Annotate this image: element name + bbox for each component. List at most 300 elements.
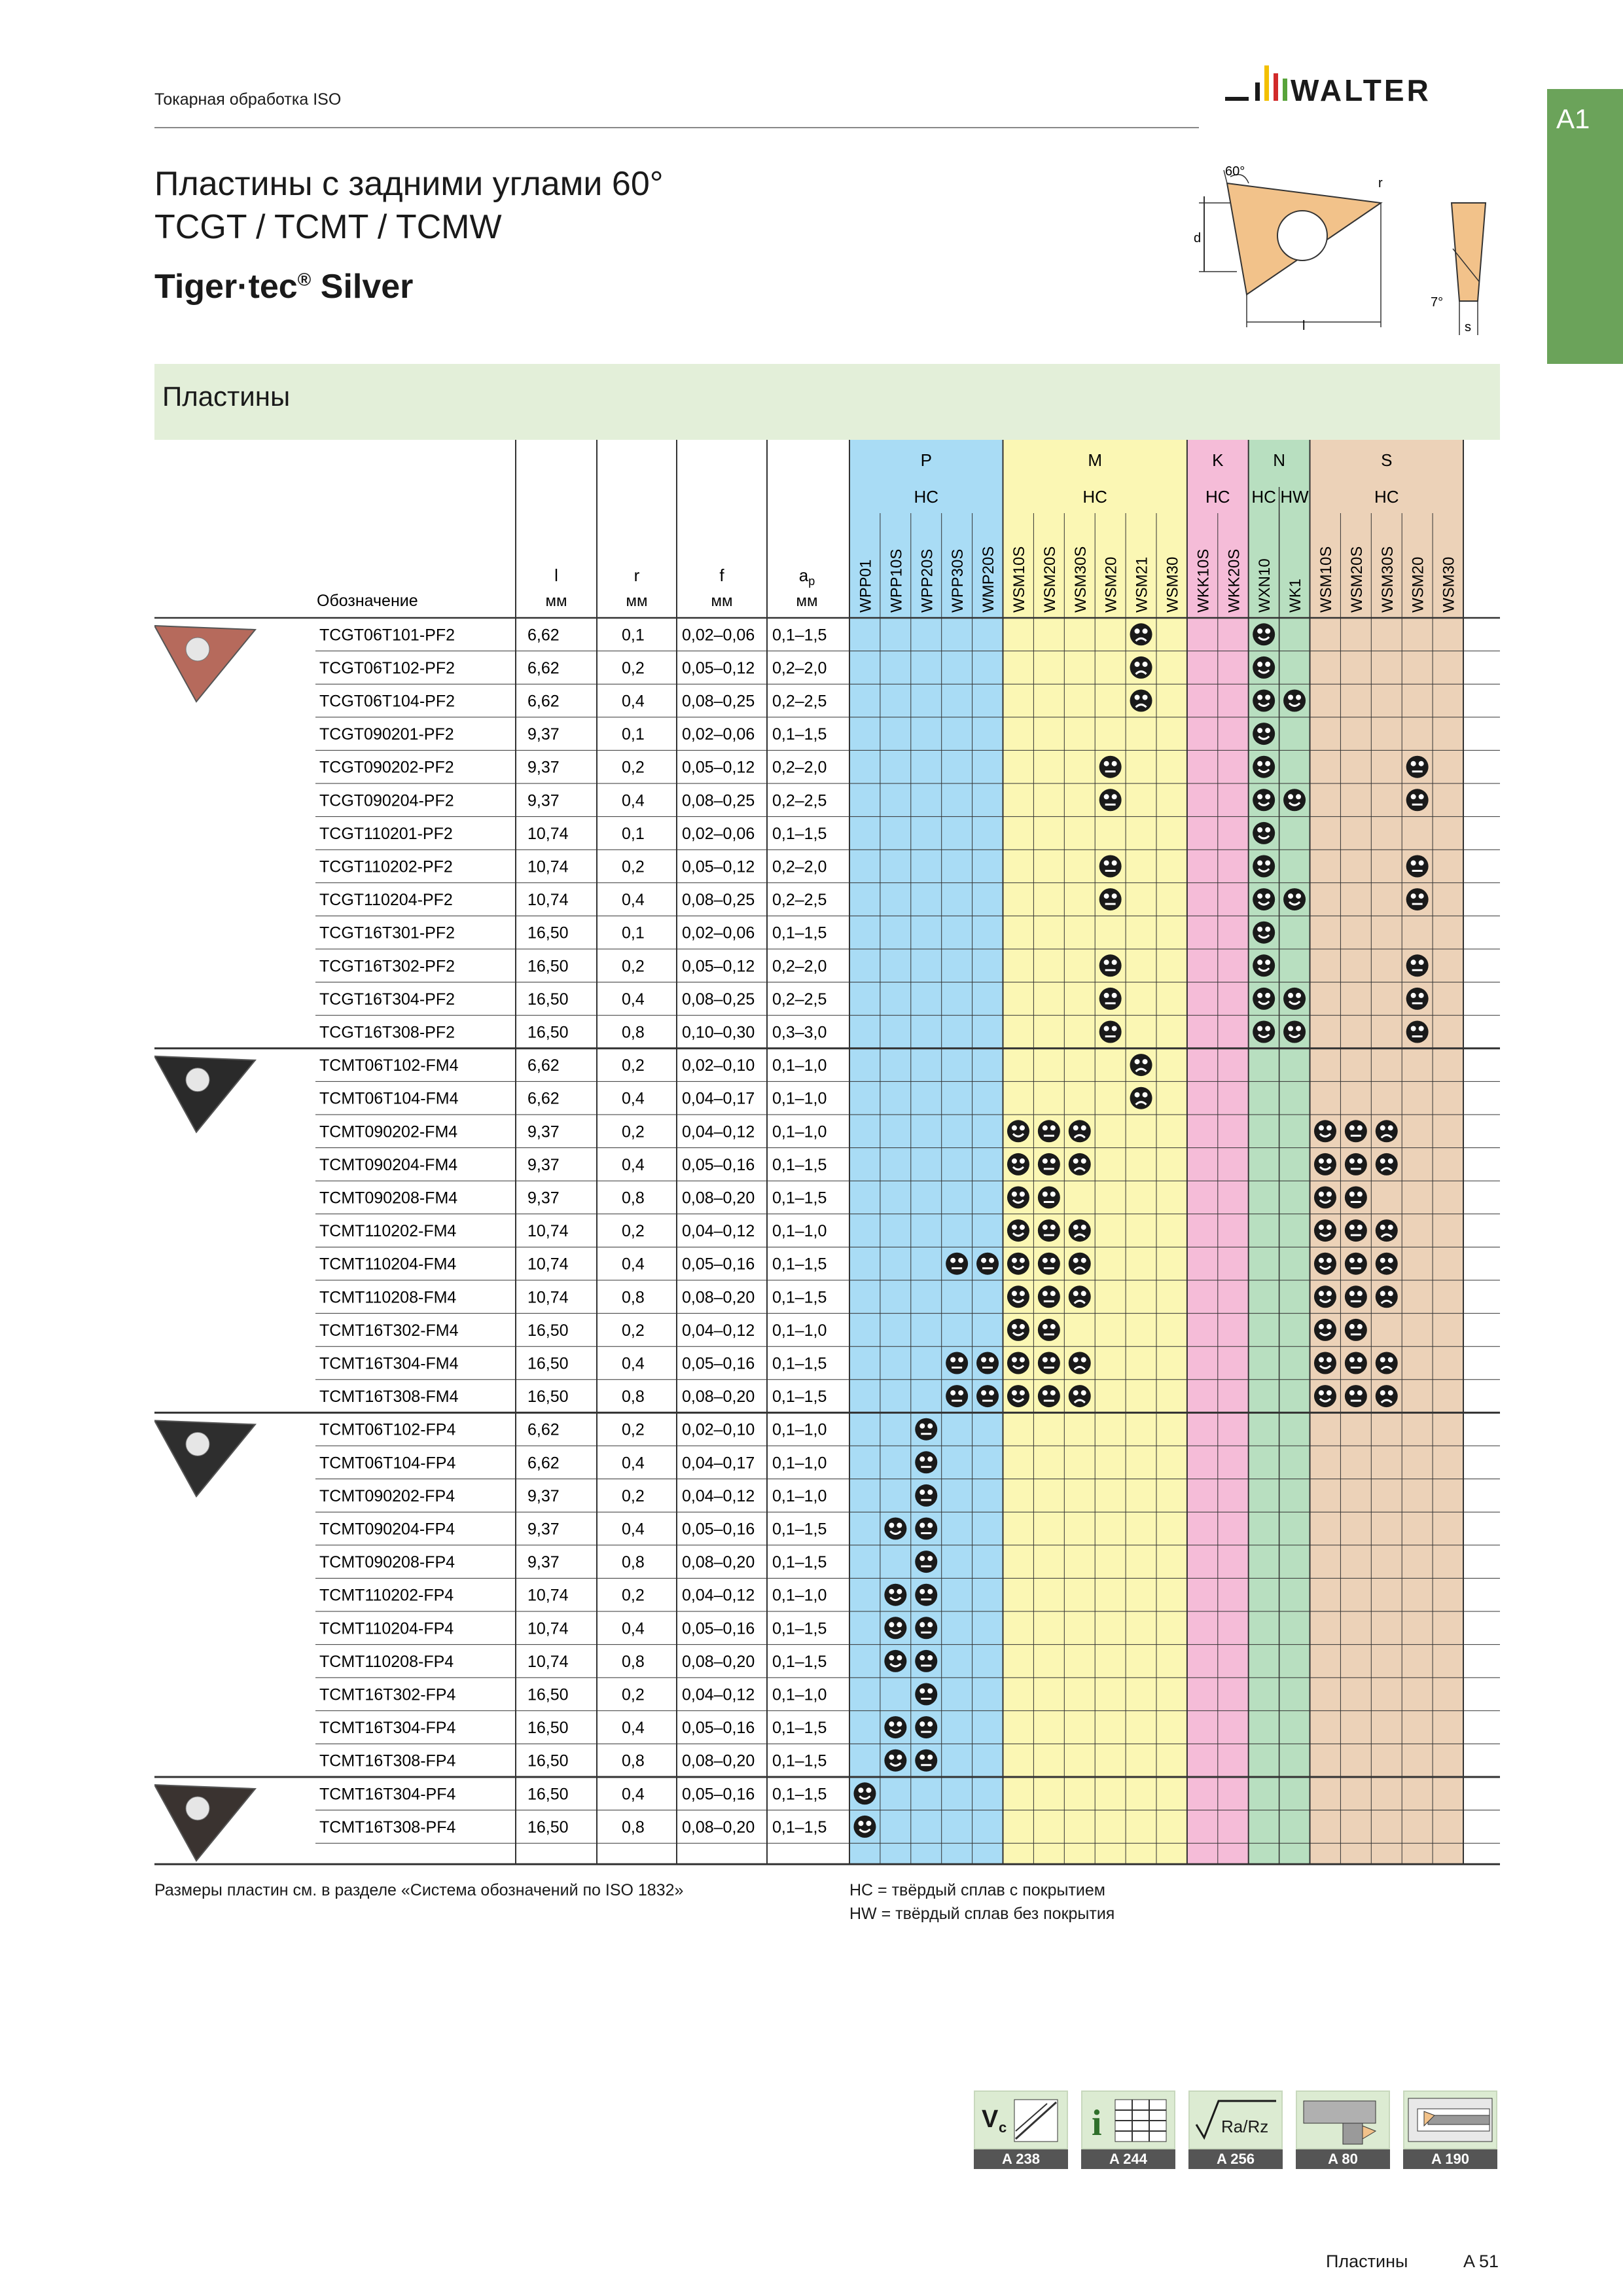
svg-text:l: l	[1302, 319, 1306, 333]
f-cell: 0,08–0,20	[682, 1652, 755, 1671]
f-cell: 0,08–0,25	[682, 692, 755, 711]
application-symbol	[1099, 1021, 1122, 1043]
application-symbol	[1406, 855, 1429, 878]
application-symbol	[1314, 1253, 1336, 1275]
r-cell: 0,2	[622, 1420, 645, 1439]
ap-cell: 0,1–1,5	[772, 924, 827, 942]
application-symbol	[1314, 1219, 1336, 1242]
application-symbol	[1376, 1352, 1398, 1374]
svg-text:r: r	[1378, 176, 1383, 190]
ap-cell: 0,1–1,0	[772, 1420, 827, 1439]
application-symbol	[884, 1617, 906, 1639]
grade-name: WMP20S	[980, 546, 998, 613]
application-symbol	[1345, 1352, 1367, 1374]
ap-cell: 0,3–3,0	[772, 1023, 827, 1042]
chapter-tab[interactable]: A1	[1547, 89, 1623, 364]
r-cell: 0,2	[622, 1222, 645, 1241]
l-cell: 16,50	[527, 1388, 569, 1407]
cutting-data-icon	[975, 2092, 1067, 2148]
r-cell: 0,4	[622, 891, 645, 910]
unit-label: мм	[796, 592, 818, 610]
designation-cell: TCGT06T102-PF2	[319, 658, 455, 677]
f-cell: 0,02–0,06	[682, 824, 755, 843]
r-cell: 0,4	[622, 1785, 645, 1804]
svg-text:i: i	[1092, 2103, 1102, 2144]
grade-name: WPP10S	[887, 548, 906, 613]
application-symbol	[915, 1650, 937, 1672]
r-cell: 0,4	[622, 791, 645, 810]
l-cell: 6,62	[527, 626, 560, 645]
grade-name: WSM20	[1102, 556, 1120, 613]
r-cell: 0,2	[622, 1321, 645, 1340]
info-table-link[interactable]: i A 244	[1081, 2090, 1175, 2169]
l-cell: 16,50	[527, 1354, 569, 1373]
section-header	[154, 364, 1500, 440]
f-cell: 0,04–0,12	[682, 1122, 755, 1141]
insert-photo	[154, 1056, 255, 1132]
application-symbol	[1253, 756, 1275, 778]
grade-name: WXN10	[1256, 558, 1274, 613]
ap-cell: 0,1–1,0	[772, 1685, 827, 1704]
l-cell: 6,62	[527, 658, 560, 677]
f-cell: 0,04–0,12	[682, 1486, 755, 1505]
footnote-hc: HC = твёрдый сплав с покрытием	[849, 1881, 1105, 1899]
application-symbol	[1406, 954, 1429, 977]
ap-cell: 0,1–1,0	[772, 1089, 827, 1108]
application-symbol	[976, 1385, 999, 1407]
r-cell: 0,2	[622, 1685, 645, 1704]
application-symbol	[976, 1253, 999, 1275]
l-cell: 16,50	[527, 957, 569, 976]
application-symbol	[1253, 855, 1275, 878]
grade-name: WPP20S	[918, 548, 936, 613]
application-symbol	[1376, 1253, 1398, 1275]
f-cell: 0,02–0,06	[682, 626, 755, 645]
material-group-label: P	[920, 450, 932, 470]
boring-bar-link[interactable]: A 190	[1403, 2090, 1497, 2169]
ap-cell: 0,1–1,0	[772, 1122, 827, 1141]
r-cell: 0,2	[622, 1586, 645, 1605]
product-line-title: Tiger·tec® Silver	[154, 268, 414, 306]
r-cell: 0,4	[622, 1354, 645, 1373]
col-l-header: l	[554, 565, 558, 585]
coating-label: HC	[1082, 487, 1107, 507]
unit-label: мм	[711, 592, 733, 610]
application-symbol	[915, 1451, 937, 1473]
f-cell: 0,02–0,06	[682, 924, 755, 942]
walter-logo	[1225, 59, 1503, 131]
application-symbol	[1283, 988, 1306, 1010]
r-cell: 0,8	[622, 1553, 645, 1572]
designation-cell: TCGT16T301-PF2	[319, 924, 455, 942]
l-cell: 6,62	[527, 1454, 560, 1473]
ap-cell: 0,1–1,0	[772, 1486, 827, 1505]
f-cell: 0,08–0,25	[682, 791, 755, 810]
application-symbol	[1038, 1120, 1060, 1142]
application-symbol	[1314, 1352, 1336, 1374]
designation-cell: TCMT110208-FM4	[319, 1288, 457, 1307]
r-cell: 0,8	[622, 1189, 645, 1208]
application-symbol	[1345, 1253, 1367, 1275]
application-symbol	[1099, 789, 1122, 811]
designation-cell: TCGT110201-PF2	[319, 824, 453, 843]
application-symbol	[1345, 1319, 1367, 1341]
application-symbol	[915, 1584, 937, 1606]
application-symbol	[946, 1352, 968, 1374]
designation-cell: TCMT090204-FM4	[319, 1155, 458, 1174]
footnote-hw: HW = твёрдый сплав без покрытия	[849, 1905, 1115, 1923]
r-cell: 0,1	[622, 924, 645, 942]
f-cell: 0,08–0,25	[682, 990, 755, 1009]
f-cell: 0,04–0,12	[682, 1586, 755, 1605]
application-symbol	[1283, 690, 1306, 712]
cutting-data-link[interactable]: V c A 238	[974, 2090, 1068, 2169]
application-symbol	[1314, 1153, 1336, 1175]
l-cell: 9,37	[527, 1520, 560, 1539]
material-group-label: K	[1212, 450, 1224, 470]
grade-name: WPP01	[857, 559, 875, 613]
application-symbol	[946, 1253, 968, 1275]
application-symbol	[1376, 1285, 1398, 1308]
insert-photo	[154, 626, 255, 702]
designation-cell: TCMT090202-FP4	[319, 1486, 455, 1505]
application-symbol	[1099, 756, 1122, 778]
r-cell: 0,1	[622, 824, 645, 843]
l-cell: 10,74	[527, 891, 569, 910]
designation-cell: TCMT090202-FM4	[319, 1122, 458, 1141]
ap-cell: 0,1–1,5	[772, 725, 827, 744]
ap-cell: 0,1–1,5	[772, 1719, 827, 1738]
designation-header: Обозначение	[317, 592, 418, 610]
svg-text:d: d	[1194, 231, 1202, 245]
r-cell: 0,4	[622, 1255, 645, 1274]
application-symbol	[1069, 1120, 1091, 1142]
material-group-label: N	[1273, 450, 1285, 470]
ap-cell: 0,1–1,0	[772, 1454, 827, 1473]
application-symbol	[1007, 1120, 1029, 1142]
f-cell: 0,02–0,10	[682, 1056, 755, 1075]
designation-cell: TCMT06T102-FP4	[319, 1420, 456, 1439]
r-cell: 0,1	[622, 626, 645, 645]
r-cell: 0,2	[622, 1122, 645, 1141]
application-symbol	[1099, 988, 1122, 1010]
l-cell: 9,37	[527, 1122, 560, 1141]
f-cell: 0,05–0,16	[682, 1619, 755, 1638]
l-cell: 10,74	[527, 1652, 569, 1671]
application-symbol	[1038, 1385, 1060, 1407]
svg-text:s: s	[1465, 320, 1471, 334]
grade-name: WSM20S	[1347, 546, 1366, 613]
r-cell: 0,1	[622, 725, 645, 744]
ap-cell: 0,2–2,5	[772, 692, 827, 711]
application-symbol	[1038, 1219, 1060, 1242]
l-cell: 9,37	[527, 1155, 560, 1174]
ap-cell: 0,2–2,0	[772, 957, 827, 976]
toolholder-icon	[1297, 2092, 1389, 2148]
application-symbol	[1007, 1385, 1029, 1407]
application-symbol	[1069, 1352, 1091, 1374]
ap-cell: 0,1–1,5	[772, 1751, 827, 1770]
application-symbol	[1406, 756, 1429, 778]
l-cell: 10,74	[527, 857, 569, 876]
application-symbol	[853, 1782, 876, 1804]
application-symbol	[1253, 690, 1275, 712]
ap-cell: 0,2–2,0	[772, 758, 827, 777]
page-subtitle: TCGT / TCMT / TCMW	[154, 208, 502, 246]
f-cell: 0,08–0,20	[682, 1388, 755, 1407]
svg-text:c: c	[999, 2119, 1007, 2136]
grade-name: WSM10S	[1317, 546, 1335, 613]
f-cell: 0,08–0,20	[682, 1818, 755, 1837]
l-cell: 6,62	[527, 1420, 560, 1439]
application-symbol	[1007, 1187, 1029, 1209]
l-cell: 16,50	[527, 1023, 569, 1042]
application-symbol	[1007, 1153, 1029, 1175]
l-cell: 9,37	[527, 725, 560, 744]
application-symbol	[1314, 1187, 1336, 1209]
application-symbol	[915, 1617, 937, 1639]
application-symbol	[1314, 1385, 1336, 1407]
f-cell: 0,05–0,16	[682, 1155, 755, 1174]
designation-cell: TCGT090204-PF2	[319, 791, 454, 810]
application-symbol	[1099, 855, 1122, 878]
designation-cell: TCMT06T104-FP4	[319, 1454, 456, 1473]
grade-name: WSM30S	[1071, 546, 1090, 613]
surface-roughness-icon	[1190, 2092, 1281, 2148]
r-cell: 0,8	[622, 1818, 645, 1837]
footnote-dimensions: Размеры пластин см. в разделе «Система обозначений по ISO 1832»	[154, 1881, 684, 1899]
f-cell: 0,05–0,12	[682, 758, 755, 777]
designation-cell: TCMT090208-FM4	[319, 1189, 458, 1208]
application-symbol	[1345, 1219, 1367, 1242]
r-cell: 0,8	[622, 1288, 645, 1307]
designation-cell: TCMT16T308-FM4	[319, 1388, 459, 1407]
insert-table	[154, 440, 1500, 1880]
f-cell: 0,05–0,16	[682, 1785, 755, 1804]
l-cell: 16,50	[527, 1818, 569, 1837]
application-symbol	[1099, 888, 1122, 910]
designation-cell: TCMT110204-FM4	[319, 1255, 457, 1274]
l-cell: 6,62	[527, 1089, 560, 1108]
application-symbol	[1038, 1285, 1060, 1308]
ap-cell: 0,1–1,5	[772, 1388, 827, 1407]
designation-cell: TCMT110202-FM4	[319, 1222, 457, 1241]
application-symbol	[1038, 1153, 1060, 1175]
r-cell: 0,2	[622, 857, 645, 876]
r-cell: 0,8	[622, 1388, 645, 1407]
application-symbol	[915, 1551, 937, 1573]
application-symbol	[946, 1385, 968, 1407]
material-group-bg	[1310, 440, 1464, 1864]
designation-cell: TCMT06T104-FM4	[319, 1089, 459, 1108]
l-cell: 10,74	[527, 1288, 569, 1307]
f-cell: 0,04–0,17	[682, 1089, 755, 1108]
grade-name: WSM30	[1440, 556, 1458, 613]
f-cell: 0,10–0,30	[682, 1023, 755, 1042]
application-symbol	[1253, 822, 1275, 844]
insert-photo	[154, 1420, 255, 1496]
application-symbol	[884, 1749, 906, 1772]
l-cell: 16,50	[527, 990, 569, 1009]
page-title: Пластины с задними углами 60°	[154, 165, 664, 203]
designation-cell: TCMT16T304-PF4	[319, 1785, 456, 1804]
ap-cell: 0,2–2,5	[772, 791, 827, 810]
designation-cell: TCGT090201-PF2	[319, 725, 454, 744]
application-symbol	[853, 1816, 876, 1838]
section-title: Пластины	[162, 381, 291, 412]
r-cell: 0,2	[622, 1056, 645, 1075]
grade-name: WSM30S	[1378, 546, 1397, 613]
application-symbol	[915, 1716, 937, 1738]
application-symbol	[1314, 1120, 1336, 1142]
application-symbol	[1283, 888, 1306, 910]
f-cell: 0,08–0,20	[682, 1189, 755, 1208]
surface-roughness-link[interactable]: Ra/Rz A 256	[1188, 2090, 1283, 2169]
designation-cell: TCMT090208-FP4	[319, 1553, 455, 1572]
application-symbol	[1253, 723, 1275, 745]
application-symbol	[1253, 922, 1275, 944]
r-cell: 0,4	[622, 1719, 645, 1738]
application-symbol	[915, 1518, 937, 1540]
f-cell: 0,05–0,12	[682, 658, 755, 677]
designation-cell: TCMT16T302-FM4	[319, 1321, 459, 1340]
f-cell: 0,05–0,12	[682, 857, 755, 876]
l-cell: 10,74	[527, 1255, 569, 1274]
grade-name: WK1	[1287, 578, 1305, 613]
f-cell: 0,02–0,06	[682, 725, 755, 744]
application-symbol	[915, 1683, 937, 1706]
material-group-label: M	[1088, 450, 1103, 470]
ap-cell: 0,1–1,5	[772, 1785, 827, 1804]
designation-cell: TCGT16T308-PF2	[319, 1023, 455, 1042]
l-cell: 9,37	[527, 758, 560, 777]
application-symbol	[1253, 789, 1275, 811]
designation-cell: TCMT06T102-FM4	[319, 1056, 459, 1075]
info-table-icon	[1082, 2092, 1174, 2148]
l-cell: 6,62	[527, 692, 560, 711]
page-number: A 51	[1463, 2251, 1499, 2271]
application-symbol	[1253, 954, 1275, 977]
header-rule	[154, 127, 1199, 128]
ap-cell: 0,1–1,5	[772, 1520, 827, 1539]
application-symbol	[915, 1484, 937, 1507]
toolholder-link[interactable]: A 80	[1296, 2090, 1390, 2169]
designation-cell: TCGT090202-PF2	[319, 758, 454, 777]
brand-text: WALTER	[1291, 73, 1431, 107]
r-cell: 0,4	[622, 1619, 645, 1638]
designation-cell: TCMT16T304-FP4	[319, 1719, 456, 1738]
f-cell: 0,05–0,16	[682, 1719, 755, 1738]
grade-name: WKK20S	[1225, 548, 1243, 613]
application-symbol	[1314, 1285, 1336, 1308]
r-cell: 0,4	[622, 990, 645, 1009]
application-symbol	[1253, 988, 1275, 1010]
application-symbol	[1130, 690, 1152, 712]
application-symbol	[976, 1352, 999, 1374]
application-symbol	[1007, 1219, 1029, 1242]
f-cell: 0,05–0,16	[682, 1354, 755, 1373]
r-cell: 0,8	[622, 1751, 645, 1770]
designation-cell: TCGT16T304-PF2	[319, 990, 455, 1009]
designation-cell: TCMT16T302-FP4	[319, 1685, 456, 1704]
insert-geometry-drawing	[1185, 164, 1512, 347]
application-symbol	[1376, 1219, 1398, 1242]
ap-cell: 0,2–2,5	[772, 990, 827, 1009]
application-symbol	[884, 1716, 906, 1738]
l-cell: 16,50	[527, 924, 569, 942]
ap-cell: 0,1–1,5	[772, 1288, 827, 1307]
coating-label: HC	[1251, 487, 1276, 507]
application-symbol	[1007, 1319, 1029, 1341]
ap-cell: 0,1–1,5	[772, 626, 827, 645]
r-cell: 0,8	[622, 1023, 645, 1042]
l-cell: 10,74	[527, 824, 569, 843]
designation-cell: TCMT110208-FP4	[319, 1652, 454, 1671]
header-section-label: Токарная обработка ISO	[154, 90, 342, 109]
r-cell: 0,4	[622, 692, 645, 711]
application-symbol	[1038, 1352, 1060, 1374]
ap-cell: 0,1–1,5	[772, 1189, 827, 1208]
footer-section-label: Пластины	[1326, 2251, 1408, 2271]
l-cell: 16,50	[527, 1719, 569, 1738]
designation-cell: TCMT16T308-PF4	[319, 1818, 456, 1837]
l-cell: 10,74	[527, 1222, 569, 1241]
application-symbol	[884, 1650, 906, 1672]
r-cell: 0,4	[622, 1454, 645, 1473]
application-symbol	[1007, 1285, 1029, 1308]
application-symbol	[1406, 988, 1429, 1010]
f-cell: 0,04–0,17	[682, 1454, 755, 1473]
ap-cell: 0,2–2,0	[772, 658, 827, 677]
application-symbol	[1038, 1253, 1060, 1275]
f-cell: 0,08–0,25	[682, 891, 755, 910]
designation-cell: TCGT16T302-PF2	[319, 957, 455, 976]
application-symbol	[1406, 1021, 1429, 1043]
ap-cell: 0,2–2,0	[772, 857, 827, 876]
f-cell: 0,04–0,12	[682, 1222, 755, 1241]
grade-name: WSM20	[1409, 556, 1427, 613]
unit-label: мм	[545, 592, 567, 610]
application-symbol	[884, 1518, 906, 1540]
f-cell: 0,05–0,16	[682, 1520, 755, 1539]
application-symbol	[1406, 888, 1429, 910]
ap-cell: 0,1–1,0	[772, 1321, 827, 1340]
coating-label: HC	[1374, 487, 1399, 507]
application-symbol	[1253, 656, 1275, 679]
col-f-header: f	[719, 565, 724, 585]
ap-cell: 0,1–1,5	[772, 1652, 827, 1671]
application-symbol	[1345, 1120, 1367, 1142]
designation-cell: TCMT090204-FP4	[319, 1520, 455, 1539]
grade-name: WSM10S	[1010, 546, 1028, 613]
application-symbol	[1130, 1054, 1152, 1076]
f-cell: 0,05–0,16	[682, 1255, 755, 1274]
f-cell: 0,08–0,20	[682, 1288, 755, 1307]
application-symbol	[884, 1584, 906, 1606]
l-cell: 16,50	[527, 1785, 569, 1804]
application-symbol	[1376, 1385, 1398, 1407]
grade-name: WPP30S	[949, 548, 967, 613]
ap-cell: 0,1–1,5	[772, 1255, 827, 1274]
designation-cell: TCMT110202-FP4	[319, 1586, 454, 1605]
application-symbol	[1099, 954, 1122, 977]
application-symbol	[1253, 888, 1275, 910]
application-symbol	[1283, 1021, 1306, 1043]
l-cell: 9,37	[527, 1553, 560, 1572]
application-symbol	[1069, 1253, 1091, 1275]
ap-cell: 0,1–1,5	[772, 1553, 827, 1572]
f-cell: 0,05–0,12	[682, 957, 755, 976]
